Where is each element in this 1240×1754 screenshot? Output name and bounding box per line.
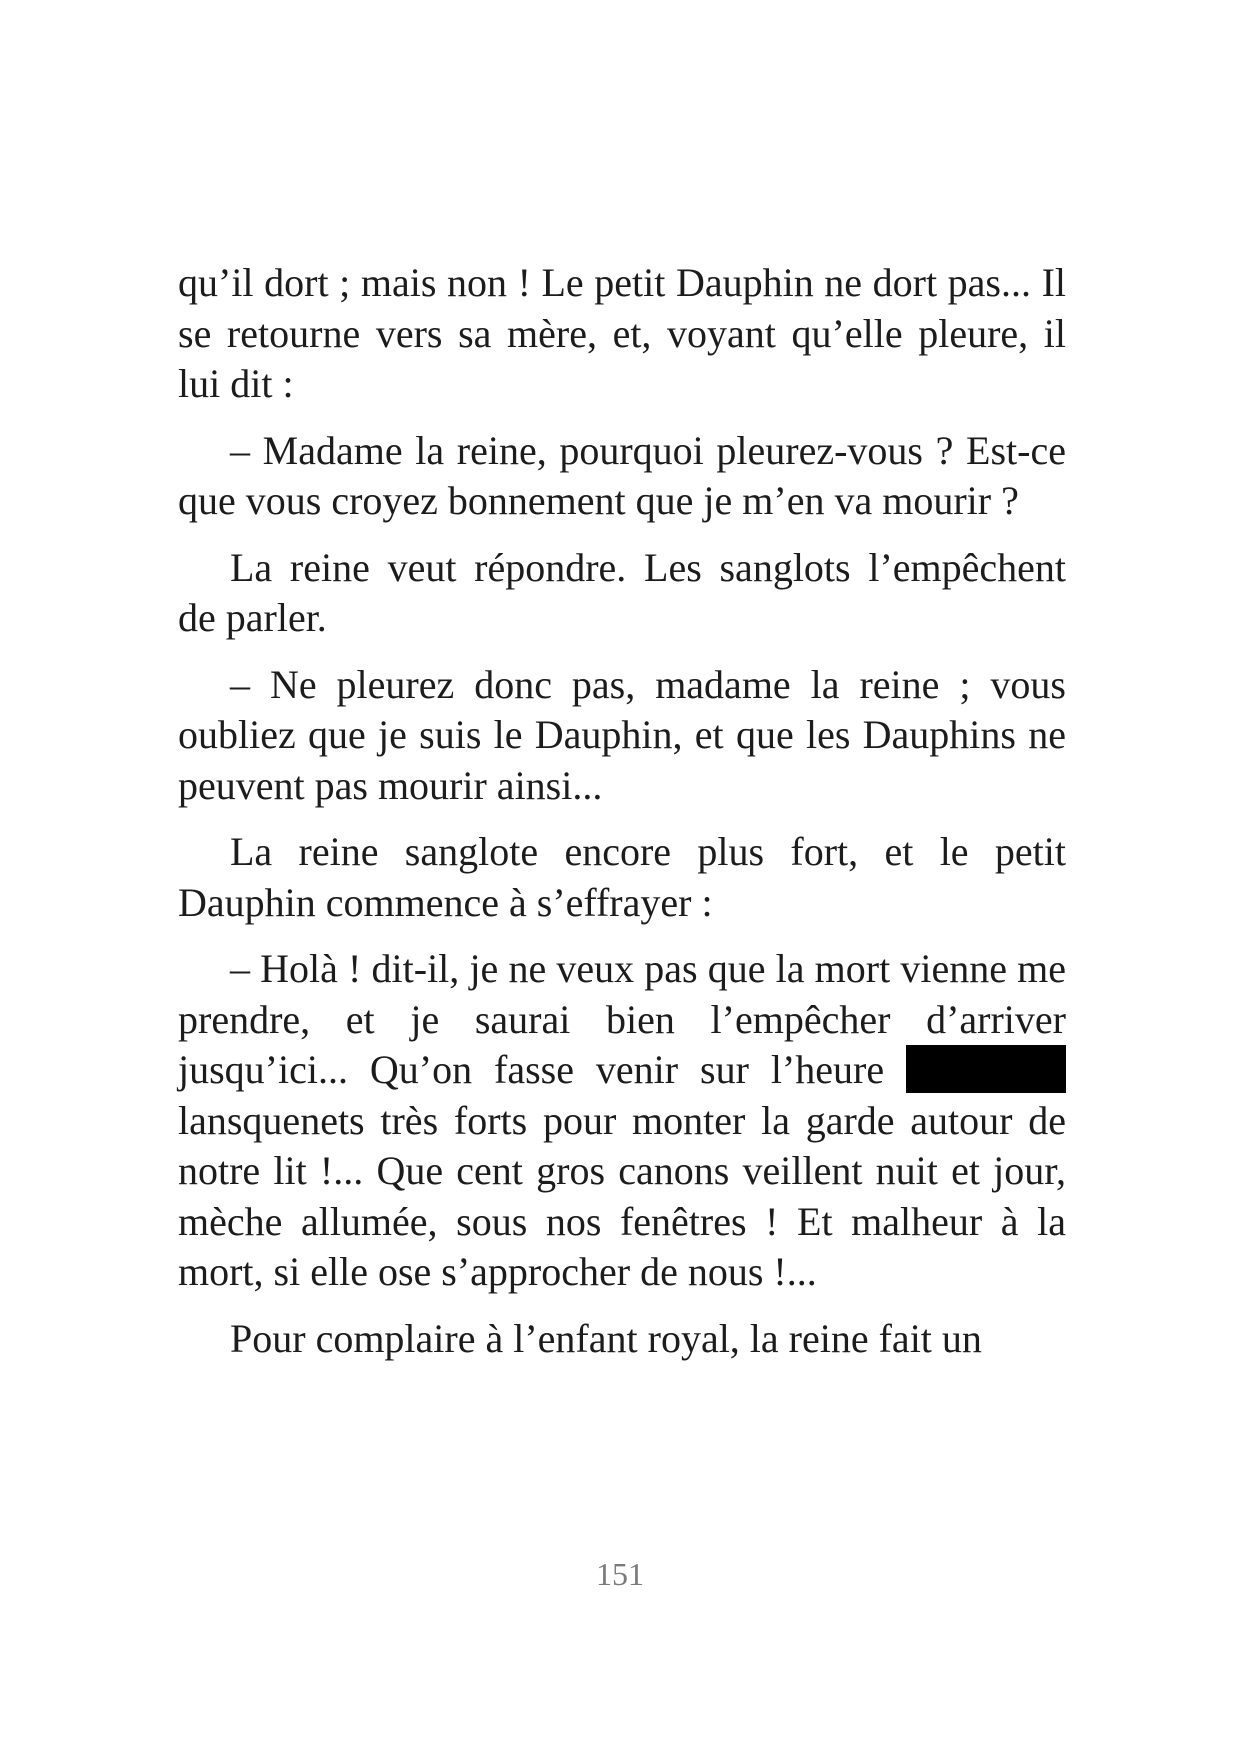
paragraph-6 (178, 944, 1066, 1298)
paragraph-7: Pour complaire à l’enfant royal, la reine fait un (230, 1315, 982, 1361)
paragraph-2: – Madame la reine, pourquoi pleurez-vous ? Est-ce que vous croyez bonnement que je m’en va mourir ? (178, 427, 1066, 523)
body-text (178, 258, 1066, 1380)
paragraph-1: qu’il dort ; mais non ! Le petit Dauphin ne dort pas... Il se retourne vers sa mère, et, voyant qu’elle pleure, il lui dit : (178, 260, 1066, 406)
paragraph-6-part-1: – Holà ! dit-il, je ne veux pas que la mort vienne me prendre, et je saurai bien l’empêcher d’arriver jusqu’ici... Qu’on fasse venir sur l’heure (178, 946, 1066, 1092)
paragraph-3: La reine veut répondre. Les sanglots l’empêchent de parler. (178, 544, 1066, 640)
paragraph-4: – Ne pleurez donc pas, madame la reine ; vous oubliez que je suis le Dauphin, et que les Dauphins ne peuvent pas mourir ainsi... (178, 661, 1066, 808)
page-number: 151 (596, 1556, 644, 1592)
redaction-block (906, 1045, 1066, 1093)
paragraph-6-part-2: lansquenets très forts pour monter la garde autour de notre lit !... Que cent gros canons veillent nuit et jour, mèche allumée, sous nos fenêtres ! Et malheur à la mort, si elle ose s’approcher de nous !... (178, 1097, 1066, 1294)
paragraph-5: La reine sanglote encore plus fort, et le petit Dauphin commence à s’effrayer : (178, 829, 1066, 925)
